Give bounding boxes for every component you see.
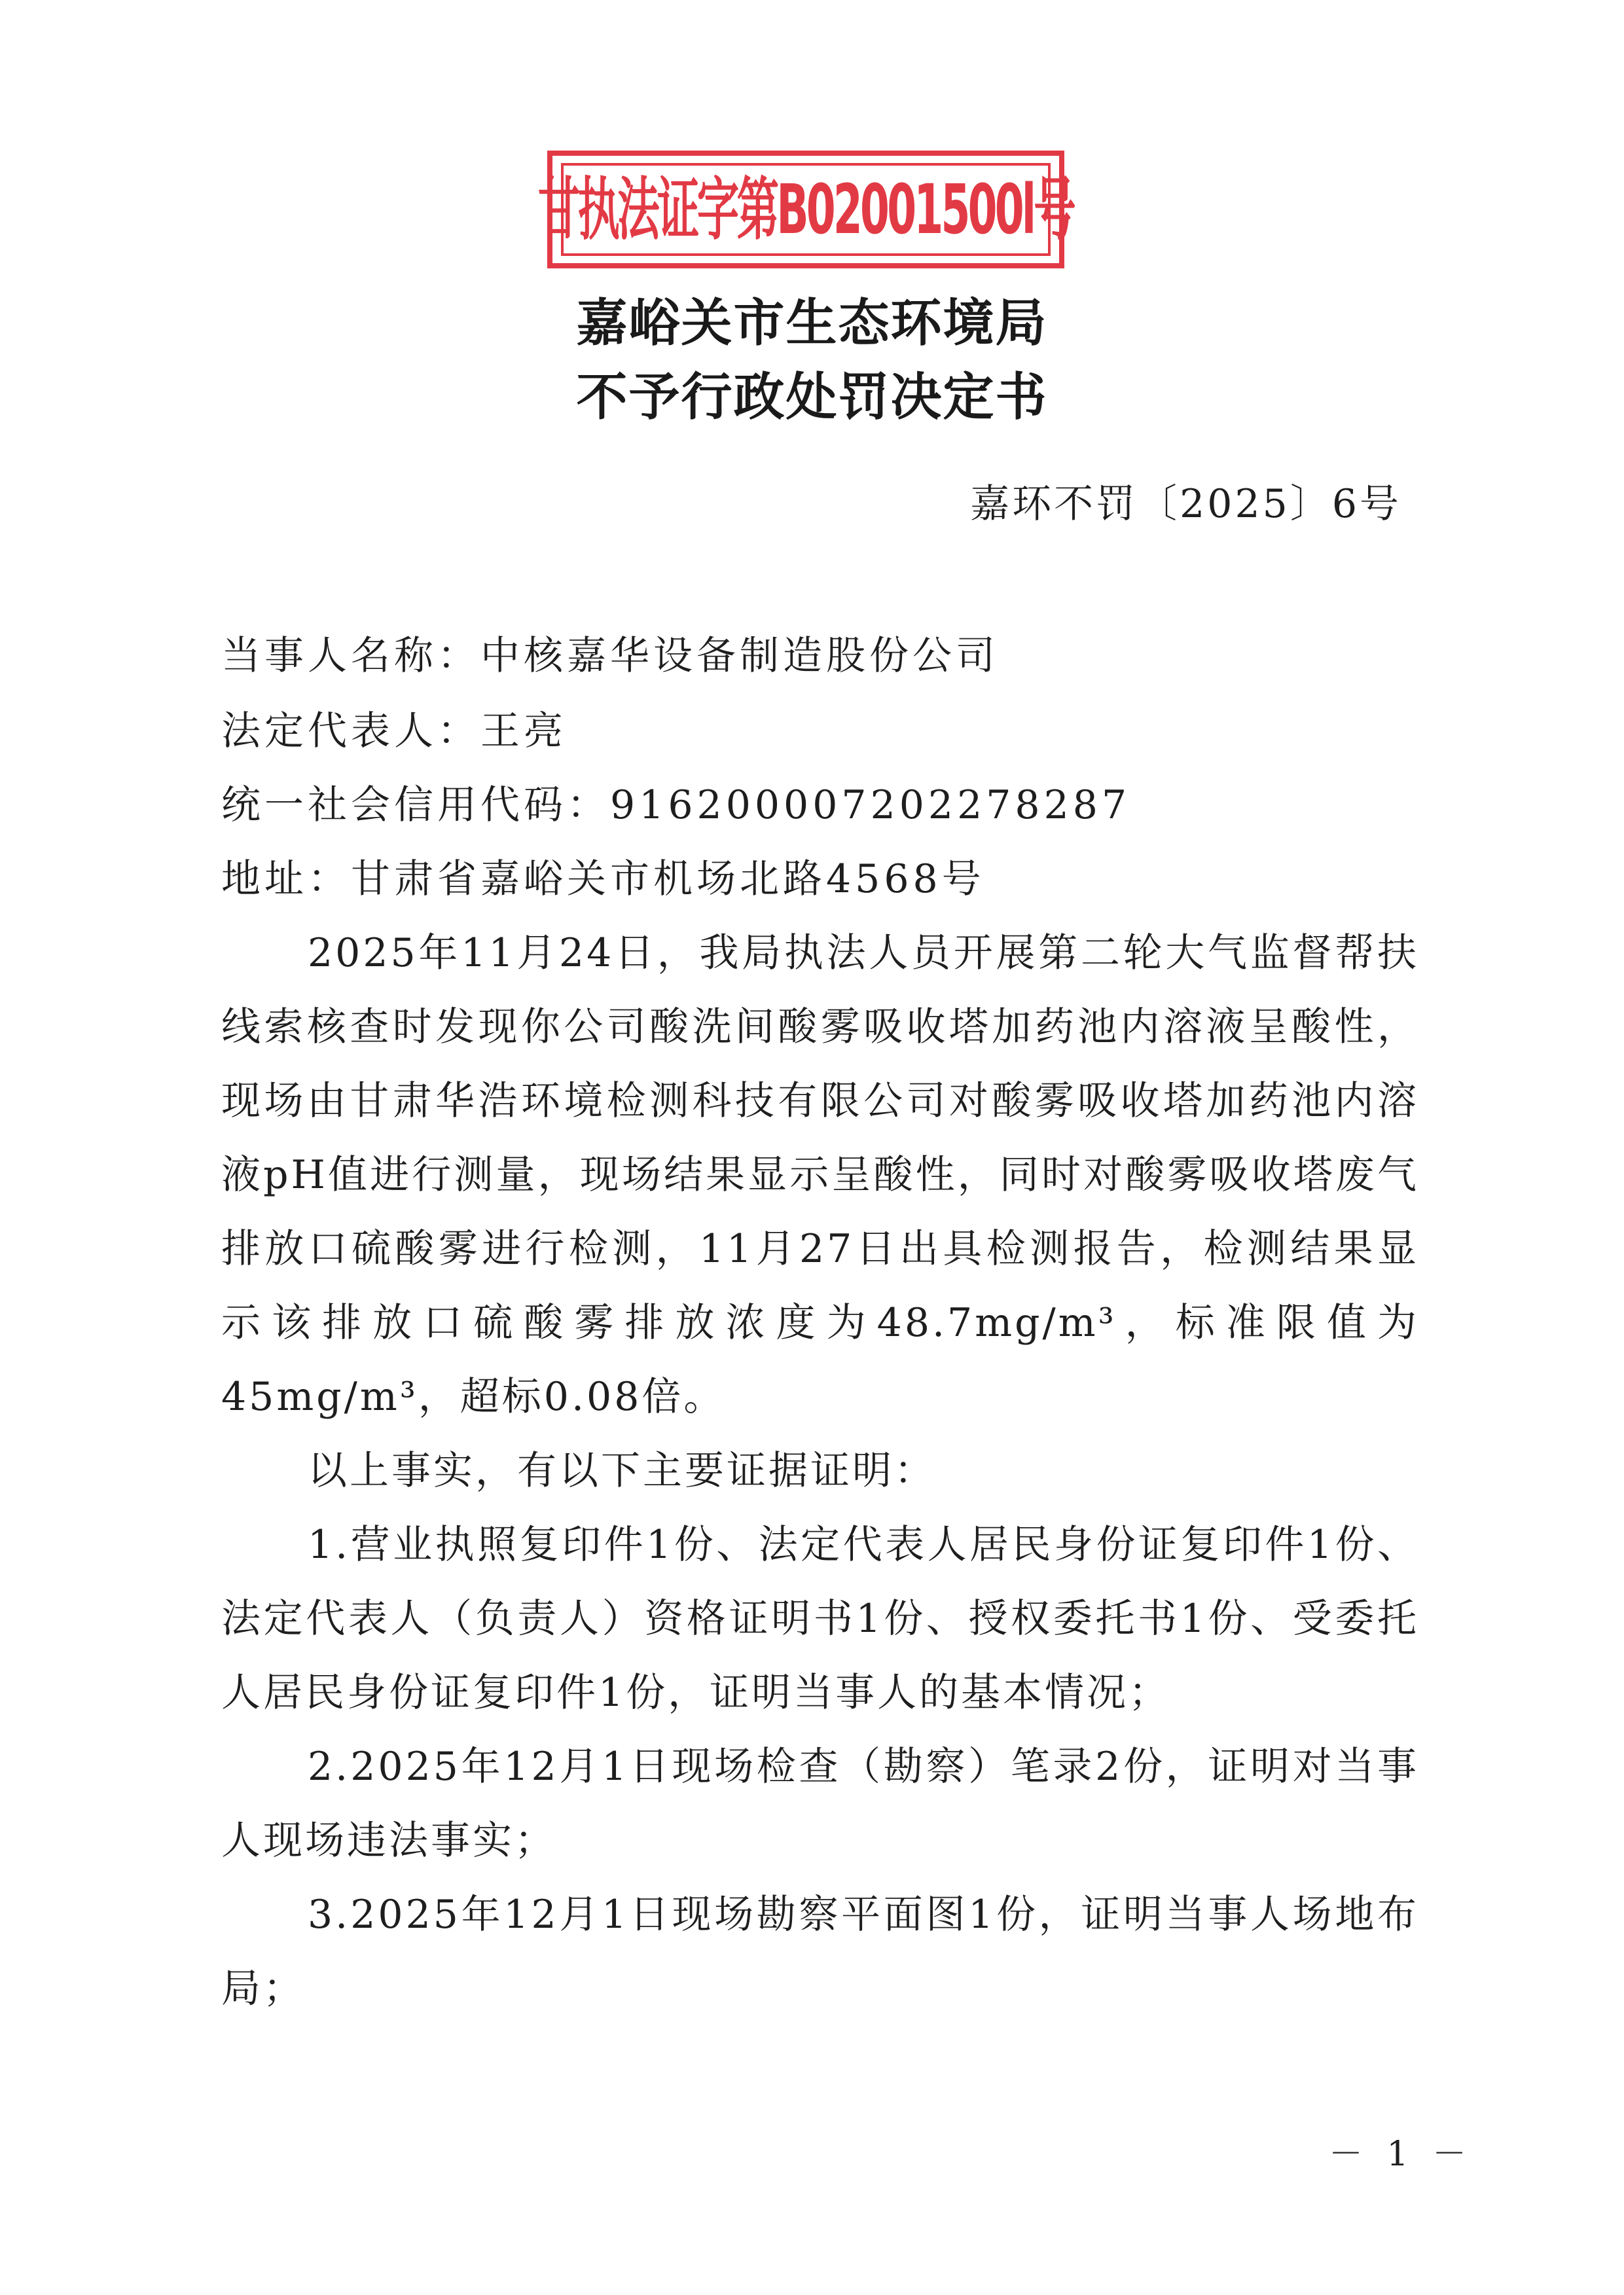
stamp-text: 甘执法证字第B02001500l号 bbox=[537, 170, 1074, 249]
credit-code-line: 统一社会信用代码：916200007202278287 bbox=[221, 782, 1131, 828]
document-body bbox=[221, 916, 1419, 2026]
legal-representative-line: 法定代表人：王亮 bbox=[221, 708, 567, 754]
evidence-item-1: 1.营业执照复印件1份、法定代表人居民身份证复印件1份、法定代表人（负责人）资格证明书1份、授权委托书1份、受委托人居民身份证复印件1份，证明当事人的基本情况； bbox=[221, 1522, 1419, 1716]
official-stamp bbox=[537, 151, 1074, 268]
page-number: － 1 － bbox=[1329, 2135, 1473, 2174]
evidence-item-2: 2.2025年12月1日现场检查（勘察）笔录2份，证明对当事人现场违法事实； bbox=[221, 1744, 1419, 1864]
agency-title: 嘉峪关市生态环境局 bbox=[576, 293, 1048, 353]
party-name-line: 当事人名称：中核嘉华设备制造股份公司 bbox=[221, 633, 999, 679]
facts-paragraph: 2025年11月24日，我局执法人员开展第二轮大气监督帮扶线索核查时发现你公司酸洗间酸雾吸收塔加药池内溶液呈酸性，现场由甘肃华浩环境检测科技有限公司对酸雾吸收塔加药池内溶液pH值进行测量，现场结果显示呈酸性，同时对酸雾吸收塔废气排放口硫酸雾进行检测，11月27日出具检测报告，检测结果显示该排放口硫酸雾排放浓度为48.7mg/m³，标准限值为45mg/m³，超标0.08倍。 bbox=[221, 930, 1419, 1420]
evidence-item-3: 3.2025年12月1日现场勘察平面图1份，证明当事人场地布局； bbox=[221, 1892, 1419, 2012]
evidence-intro-paragraph: 以上事实，有以下主要证据证明： bbox=[308, 1448, 936, 1494]
address-line: 地址：甘肃省嘉峪关市机场北路4568号 bbox=[221, 856, 985, 902]
official-stamp-inner-border bbox=[537, 163, 1074, 256]
document-number: 嘉环不罚〔2025〕6号 bbox=[970, 481, 1401, 527]
document-type-title: 不予行政处罚决定书 bbox=[576, 367, 1048, 427]
